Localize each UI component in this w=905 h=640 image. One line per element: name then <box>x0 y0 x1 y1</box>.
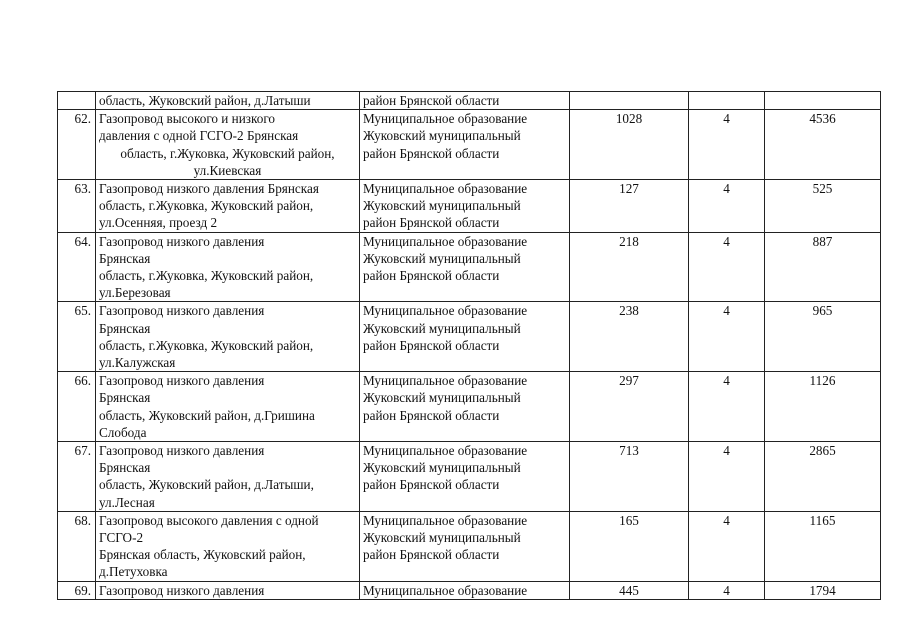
owner-line: район Брянской области <box>363 407 500 423</box>
value-cell: 1126 <box>765 372 881 442</box>
owner-line: Муниципальное образование <box>363 303 528 319</box>
gas-pipeline-table-wrapper <box>57 91 880 600</box>
owner-line: район Брянской области <box>363 215 500 231</box>
object-name-line: ул.Осенняя, проезд 2 <box>99 215 218 231</box>
object-name-line: Газопровод низкого давления <box>99 443 265 459</box>
table-row <box>58 442 881 512</box>
row-number-cell: 62. <box>58 110 96 180</box>
object-name-line: область, г.Жуковка, Жуковский район, <box>120 145 335 161</box>
owner-line: Жуковский муниципальный <box>363 250 521 266</box>
value-cell: 525 <box>765 180 881 233</box>
owner-line: Муниципальное образование <box>363 582 528 598</box>
category-cell: 4 <box>689 110 765 180</box>
owner-line: район Брянской области <box>363 145 500 161</box>
value-cell: 1165 <box>765 511 881 581</box>
owner-line: Муниципальное образование <box>363 443 528 459</box>
row-number-cell: 66. <box>58 372 96 442</box>
owner-line: Муниципальное образование <box>363 373 528 389</box>
table-row <box>58 581 881 599</box>
owner-line: Муниципальное образование <box>363 111 528 127</box>
object-name-line: Брянская <box>99 390 151 406</box>
object-name-cell <box>96 180 360 233</box>
object-name-line: Газопровод низкого давления Брянская <box>99 181 319 197</box>
owner-line: район Брянской области <box>363 337 500 353</box>
owner-line: Жуковский муниципальный <box>363 128 521 144</box>
length-cell: 127 <box>570 180 689 233</box>
object-name-line: Брянская <box>99 320 151 336</box>
length-cell: 165 <box>570 511 689 581</box>
owner-cell <box>360 232 570 302</box>
category-cell: 4 <box>689 302 765 372</box>
object-name-line: область, Жуковский район, д.Латыши, <box>99 477 314 493</box>
value-cell <box>765 92 881 110</box>
table-row <box>58 92 881 110</box>
table-row <box>58 180 881 233</box>
gas-pipeline-table <box>57 91 881 600</box>
value-cell: 2865 <box>765 442 881 512</box>
object-name-line: Газопровод высокого и низкого <box>99 111 275 127</box>
category-cell <box>689 92 765 110</box>
owner-line: Жуковский муниципальный <box>363 530 521 546</box>
object-name-line: ГСГО-2 <box>99 530 144 546</box>
owner-line: Жуковский муниципальный <box>363 390 521 406</box>
row-number-cell: 69. <box>58 581 96 599</box>
table-row <box>58 232 881 302</box>
owner-line: Муниципальное образование <box>363 181 528 197</box>
owner-line: Жуковский муниципальный <box>363 320 521 336</box>
table-row <box>58 511 881 581</box>
table-body <box>58 92 881 600</box>
object-name-line: ул.Березовая <box>99 285 171 301</box>
length-cell: 1028 <box>570 110 689 180</box>
object-name-line: Слобода <box>99 424 147 440</box>
category-cell: 4 <box>689 581 765 599</box>
object-name-cell <box>96 442 360 512</box>
value-cell: 887 <box>765 232 881 302</box>
row-number-cell: 63. <box>58 180 96 233</box>
owner-cell <box>360 110 570 180</box>
object-name-line: ул.Калужская <box>99 355 176 371</box>
owner-cell <box>360 302 570 372</box>
object-name-cell <box>96 302 360 372</box>
category-cell: 4 <box>689 442 765 512</box>
owner-line: район Брянской области <box>363 268 500 284</box>
owner-cell <box>360 92 570 110</box>
length-cell: 238 <box>570 302 689 372</box>
length-cell: 297 <box>570 372 689 442</box>
object-name-line: Газопровод низкого давления <box>99 373 265 389</box>
owner-cell <box>360 511 570 581</box>
value-cell: 965 <box>765 302 881 372</box>
category-cell: 4 <box>689 232 765 302</box>
owner-line: район Брянской области <box>363 547 500 563</box>
owner-line: район Брянской области <box>363 93 500 108</box>
table-row <box>58 110 881 180</box>
object-name-line: область, Жуковский район, д.Гришина <box>99 407 315 423</box>
row-number-cell: 65. <box>58 302 96 372</box>
object-name-cell <box>96 511 360 581</box>
object-name-line: область, Жуковский район, д.Латыши <box>99 93 311 108</box>
row-number-cell: 68. <box>58 511 96 581</box>
object-name-line: область, г.Жуковка, Жуковский район, <box>99 337 314 353</box>
object-name-cell <box>96 92 360 110</box>
object-name-line: давления с одной ГСГО-2 Брянская <box>99 128 299 144</box>
owner-line: Муниципальное образование <box>363 512 528 528</box>
object-name-line: Брянская <box>99 460 151 476</box>
object-name-cell <box>96 110 360 180</box>
object-name-cell <box>96 232 360 302</box>
owner-line: Муниципальное образование <box>363 233 528 249</box>
object-name-line: Газопровод низкого давления <box>99 582 265 598</box>
object-name-line: область, г.Жуковка, Жуковский район, <box>99 268 314 284</box>
owner-line: Жуковский муниципальный <box>363 460 521 476</box>
owner-cell <box>360 442 570 512</box>
object-name-line: д.Петуховка <box>99 564 168 580</box>
length-cell: 713 <box>570 442 689 512</box>
object-name-line: Газопровод низкого давления <box>99 303 265 319</box>
category-cell: 4 <box>689 180 765 233</box>
table-row <box>58 302 881 372</box>
owner-line: район Брянской области <box>363 477 500 493</box>
row-number-cell: 67. <box>58 442 96 512</box>
value-cell: 1794 <box>765 581 881 599</box>
object-name-line: Газопровод высокого давления с одной <box>99 512 319 528</box>
value-cell: 4536 <box>765 110 881 180</box>
object-name-line: Брянская <box>99 250 151 266</box>
owner-line: Жуковский муниципальный <box>363 198 521 214</box>
length-cell: 218 <box>570 232 689 302</box>
object-name-line: Газопровод низкого давления <box>99 233 265 249</box>
owner-cell <box>360 180 570 233</box>
object-name-line: область, г.Жуковка, Жуковский район, <box>99 198 314 214</box>
owner-cell <box>360 372 570 442</box>
row-number-cell: 64. <box>58 232 96 302</box>
length-cell: 445 <box>570 581 689 599</box>
object-name-line: ул.Лесная <box>99 494 155 510</box>
object-name-cell <box>96 372 360 442</box>
category-cell: 4 <box>689 372 765 442</box>
length-cell <box>570 92 689 110</box>
table-row <box>58 372 881 442</box>
owner-cell <box>360 581 570 599</box>
row-number-cell <box>58 92 96 110</box>
object-name-line: Брянская область, Жуковский район, <box>99 547 306 563</box>
category-cell: 4 <box>689 511 765 581</box>
object-name-cell <box>96 581 360 599</box>
object-name-line: ул.Киевская <box>193 162 262 178</box>
